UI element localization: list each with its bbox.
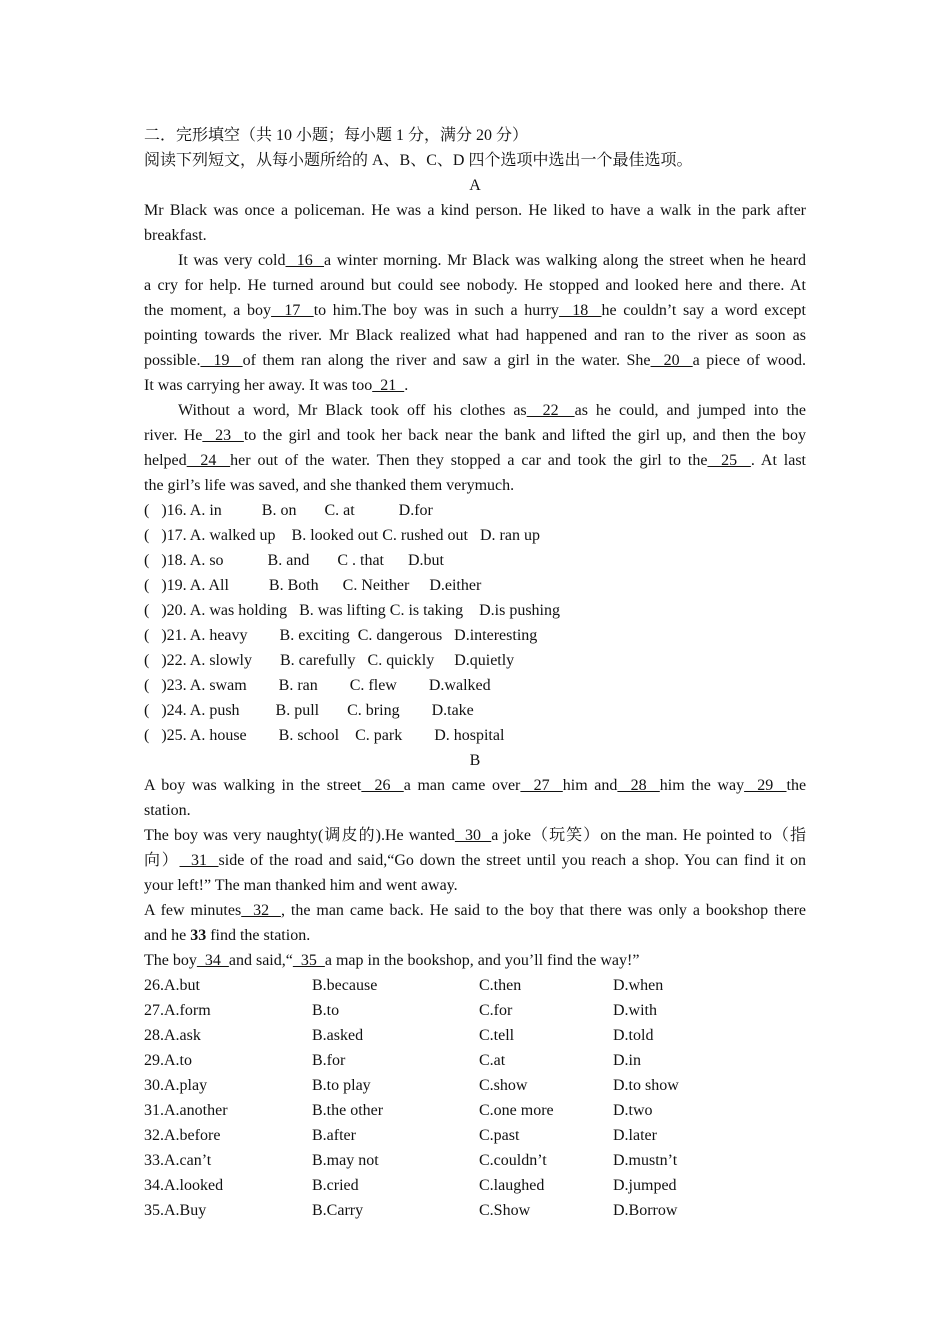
question-option: 28.A.ask: [144, 1027, 201, 1044]
blank-number: 34: [196, 952, 229, 969]
question-row: [144, 1123, 806, 1148]
question-row: [144, 1023, 806, 1048]
blank-number: 26: [361, 777, 404, 794]
question-row: ( )19. A. All B. Both C. Neither D.either: [144, 577, 482, 594]
blank-number: 19: [200, 352, 243, 369]
question-row: ( )18. A. so B. and C . that D.but: [144, 552, 444, 569]
question-row: [144, 1148, 806, 1173]
question-option: C.at: [479, 1052, 506, 1069]
question-option: B.Carry: [312, 1202, 364, 1219]
passage-line: a cry for help. He turned around but could see nobody. He stopped and looked here and there. At: [144, 277, 806, 294]
question-option: D.told: [613, 1027, 654, 1044]
passage-line: and he 33 find the station.: [144, 927, 311, 944]
question-option: D.when: [613, 977, 664, 994]
section-heading: 二．完形填空（共 10 小题；每小题 1 分，满分 20 分）: [144, 127, 529, 144]
passage-b-questions: [144, 973, 806, 1223]
passage-line: Without a word, Mr Black took off his clothes as 22 as he could, and jumped into the: [178, 402, 806, 419]
question-option: D.later: [613, 1127, 657, 1144]
question-option: 31.A.another: [144, 1102, 228, 1119]
blank-number: 23: [202, 427, 244, 444]
question-option: C.for: [479, 1002, 513, 1019]
question-row: ( )21. A. heavy B. exciting C. dangerous D.interesting: [144, 627, 538, 644]
passage-line: Mr Black was once a policeman. He was a kind person. He liked to have a walk in the park after: [144, 202, 806, 219]
question-option: C.show: [479, 1077, 528, 1094]
blank-number: 18: [558, 302, 602, 319]
passage-line: It was carrying her away. It was too 21 .: [144, 377, 409, 394]
blank-number: 16: [285, 252, 325, 269]
passage-line: helped 24 her out of the water. Then they stopped a car and took the girl to the 25 . At last: [144, 452, 806, 469]
question-row: ( )25. A. house B. school C. park D. hospital: [144, 727, 505, 744]
question-option: D.in: [613, 1052, 641, 1069]
blank-number: 28: [617, 777, 660, 794]
blank-number: 33: [186, 927, 211, 944]
passage-line: 向） 31 side of the road and said,“Go down the street until you reach a shop. You can find it on: [144, 852, 806, 869]
passage-a-label: A: [469, 177, 481, 194]
question-option: D.with: [613, 1002, 657, 1019]
question-row: [144, 1073, 806, 1098]
question-option: C.Show: [479, 1202, 531, 1219]
question-row: [144, 998, 806, 1023]
passage-line: your left!” The man thanked him and went away.: [144, 877, 458, 894]
passage-line: pointing towards the river. Mr Black realized what had happened and ran to the river as soon as: [144, 327, 806, 344]
question-option: 32.A.before: [144, 1127, 221, 1144]
question-row: ( )24. A. push B. pull C. bring D.take: [144, 702, 474, 719]
question-option: D.two: [613, 1102, 653, 1119]
question-row: [144, 973, 806, 998]
passage-line: breakfast.: [144, 227, 207, 244]
question-option: 34.A.looked: [144, 1177, 224, 1194]
blank-number: 30: [454, 827, 492, 844]
question-row: ( )22. A. slowly B. carefully C. quickly D.quietly: [144, 652, 515, 669]
question-option: C.couldn’t: [479, 1152, 547, 1169]
question-option: 26.A.but: [144, 977, 200, 994]
section-instruction: 阅读下列短文，从每小题所给的 A、B、C、D 四个选项中选出一个最佳选项。: [144, 152, 693, 169]
question-option: B.asked: [312, 1027, 364, 1044]
question-option: C.then: [479, 977, 522, 994]
passage-line: river. He 23 to the girl and took her back near the bank and lifted the girl up, and then the boy: [144, 427, 806, 444]
question-row: [144, 1048, 806, 1073]
passage-b-text: [144, 773, 806, 973]
question-row: [144, 1098, 806, 1123]
question-option: C.past: [479, 1127, 520, 1144]
passage-line: A boy was walking in the street 26 a man came over 27 him and 28 him the way 29 the: [144, 777, 806, 794]
question-option: 27.A.form: [144, 1002, 211, 1019]
question-option: 35.A.Buy: [144, 1202, 207, 1219]
blank-number: 21: [372, 377, 405, 394]
question-row: [144, 1173, 806, 1198]
passage-a-questions: [144, 498, 806, 748]
question-option: B.to play: [312, 1077, 371, 1094]
blank-number: 27: [520, 777, 563, 794]
question-option: B.for: [312, 1052, 346, 1069]
question-option: 29.A.to: [144, 1052, 192, 1069]
question-option: D.mustn’t: [613, 1152, 678, 1169]
passage-line: The boy 34 and said,“ 35 a map in the bookshop, and you’ll find the way!”: [144, 952, 640, 969]
blank-number: 32: [241, 902, 281, 919]
question-option: B.cried: [312, 1177, 359, 1194]
question-row: ( )17. A. walked up B. looked out C. rushed out D. ran up: [144, 527, 540, 544]
question-option: 30.A.play: [144, 1077, 208, 1094]
passage-line: station.: [144, 802, 191, 819]
question-row: [144, 1198, 806, 1223]
question-option: D.to show: [613, 1077, 679, 1094]
question-option: D.Borrow: [613, 1202, 678, 1219]
question-option: 33.A.can’t: [144, 1152, 212, 1169]
passage-line: It was very cold 16 a winter morning. Mr Black was walking along the street when he heard: [178, 252, 806, 269]
question-option: B.may not: [312, 1152, 379, 1169]
question-option: C.one more: [479, 1102, 554, 1119]
question-row: ( )16. A. in B. on C. at D.for: [144, 502, 433, 519]
question-option: C.tell: [479, 1027, 515, 1044]
passage-line: The boy was very naughty(调皮的).He wanted 30 a joke（玩笑）on the man. He pointed to（指: [144, 827, 806, 844]
question-row: ( )20. A. was holding B. was lifting C. is taking D.is pushing: [144, 602, 560, 619]
blank-number: 20: [650, 352, 693, 369]
blank-number: 29: [744, 777, 787, 794]
passage-a-text: [144, 198, 806, 498]
blank-number: 22: [526, 402, 575, 419]
question-row: ( )23. A. swam B. ran C. flew D.walked: [144, 677, 491, 694]
question-option: C.laughed: [479, 1177, 545, 1194]
blank-number: 35: [292, 952, 325, 969]
passage-line: the moment, a boy 17 to him.The boy was in such a hurry 18 he couldn’t say a word except: [144, 302, 806, 319]
question-option: D.jumped: [613, 1177, 677, 1194]
passage-b-label: B: [469, 752, 481, 769]
passage-line: A few minutes 32 , the man came back. He said to the boy that there was only a bookshop there: [144, 902, 806, 919]
question-option: B.after: [312, 1127, 356, 1144]
passage-line: the girl’s life was saved, and she thanked them verymuch.: [144, 477, 515, 494]
question-option: B.to: [312, 1002, 340, 1019]
blank-number: 17: [271, 302, 314, 319]
passage-line: possible. 19 of them ran along the river and saw a girl in the water. She 20 a piece of wood.: [144, 352, 806, 369]
blank-number: 31: [179, 852, 219, 869]
blank-number: 24: [186, 452, 231, 469]
blank-number: 25: [707, 452, 751, 469]
cloze-section: [144, 123, 806, 1223]
question-option: B.because: [312, 977, 378, 994]
question-option: B.the other: [312, 1102, 384, 1119]
